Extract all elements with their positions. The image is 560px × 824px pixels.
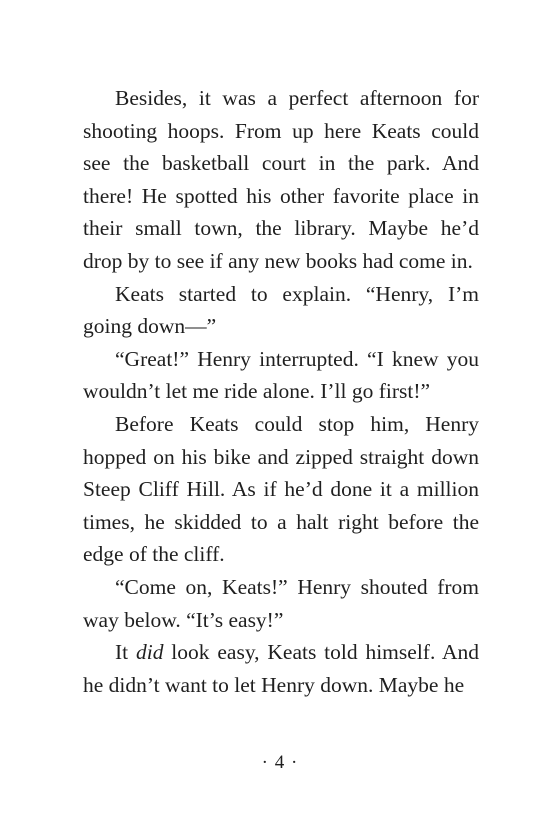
emphasized-word: did [135,640,164,665]
text-run: look easy, Keats told himself. And he didn’t want to let Henry down. Maybe he [83,640,479,697]
paragraph: “Come on, Keats!” Henry shouted from way below. “It’s easy!” [83,574,479,632]
text-run: It [115,640,136,665]
paragraph-last [83,636,479,701]
paragraph: Besides, it was a perfect afternoon for shooting hoops. From up here Keats could see the basketball court in the park. And there! He spotted his other favorite place in their small town, the library. Maybe he’d drop by to see if any new books had come in. [83,86,479,273]
paragraph: Before Keats could stop him, Henry hopped on his bike and zipped straight down Steep Cliff Hill. As if he’d done it a million times, he skidded to a halt right before the edge of the cliff. [83,411,479,567]
paragraph: “Great!” Henry interrupted. “I knew you wouldn’t let me ride alone. I’ll go first!” [83,346,479,404]
paragraph: Keats started to explain. “Henry, I’m going down—” [83,281,479,339]
page-body [83,82,479,701]
page-number: · 4 · [261,752,299,773]
